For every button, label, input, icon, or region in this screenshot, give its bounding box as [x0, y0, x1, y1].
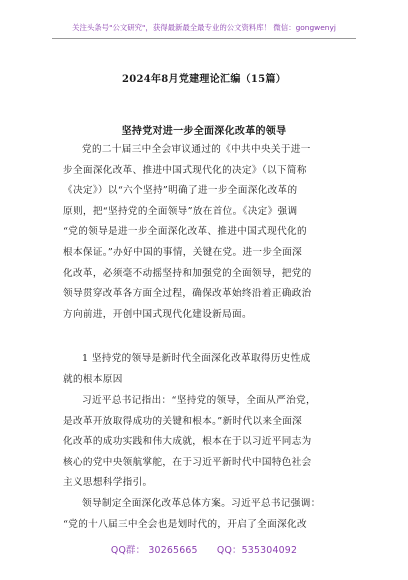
paragraph-line: 是改革开放取得成功的关键和根本。”新时代以来全面深	[63, 415, 303, 427]
subheading-1	[63, 349, 353, 390]
paragraph-line: 领导制定全面深化改革总体方案。习近平总书记强调：	[82, 498, 321, 509]
paragraph-line: 化改革的成功实践和伟大成就，根本在于以习近平同志为	[63, 436, 312, 448]
subheading-line: 1 坚持党的领导是新时代全面深化改革取得历史性成	[82, 353, 311, 364]
footer-qq-group: QQ群： 30265665	[110, 545, 198, 556]
paragraph-line: 党的二十届三中全会审议通过的《中共中央关于进一	[82, 144, 311, 155]
paragraph-line: 方向前进，开创中国式现代化建设新局面。	[63, 308, 252, 320]
paragraph-line: “党的十八届三中全会也是划时代的，开启了全面深化改	[63, 518, 307, 530]
section-title: 坚持党对进一步全面深化改革的领导	[121, 126, 287, 137]
paragraph-line: 核心的党中央领航掌舵，在于习近平新时代中国特色社会	[63, 456, 312, 468]
paragraph-line: 步全面深化改革、推进中国式现代化的决定》（以下简称	[63, 164, 307, 176]
paragraph-line: 根本保证。”办好中国的事情，关键在党。进一步全面深	[63, 246, 303, 258]
paragraph-line: 化改革，必须毫不动摇坚持和加强党的全面领导，把党的	[63, 267, 312, 279]
paragraph-1	[63, 140, 353, 325]
paragraph-line: “党的领导是进一步全面深化改革、推进中国式现代化的	[63, 226, 307, 238]
document-title: 2024年8月党建理论汇编（15篇）	[121, 74, 287, 85]
subheading-line: 就的根本原因	[63, 373, 123, 385]
footer-qq: QQ：535304092	[216, 545, 298, 556]
paragraph-3	[63, 494, 353, 535]
paragraph-line: 主义思想科学指引。	[63, 477, 153, 489]
paragraph-2	[63, 391, 353, 494]
header-divider	[52, 38, 356, 39]
header-promo-note: 关注头条号"公文研究"，获得最新最全最专业的公文资料库！ 微信：gongwenyj	[72, 23, 336, 32]
paragraph-line: 原则，把“坚持党的全面领导”放在首位。《决定》强调	[63, 205, 298, 217]
paragraph-line: 《决定》）以“六个坚持”明确了进一步全面深化改革的	[63, 185, 298, 197]
paragraph-line: 习近平总书记指出：“坚持党的领导，全面从严治党，	[82, 395, 316, 406]
footer-contact	[0, 542, 408, 556]
paragraph-line: 领导贯穿改革各方面全过程，确保改革始终沿着正确政治	[63, 288, 312, 300]
